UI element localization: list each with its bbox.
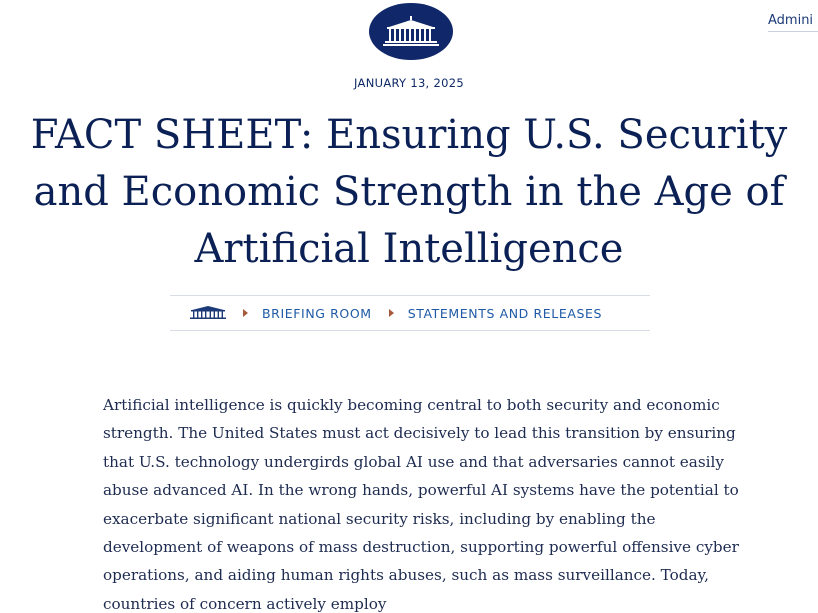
article-paragraph: Artificial intelligence is quickly becoming central to both security and economic strength. The United States must act decisively to lead this transition by ensuring that U.S. technology undergirds global AI use and that adversaries cannot easily abuse advanced AI. In the wrong hands, powerful AI systems have the potential to exacerbate significant national security risks, including by enabling the development of weapons of mass destruction, supporting powerful offensive cyber operations, and aiding human rights abuses, such as mass surveillance. Today, countries of concern actively employ: [103, 396, 739, 613]
breadcrumb-separator-icon: [243, 309, 248, 317]
breadcrumb: [170, 295, 650, 331]
white-house-seal-icon[interactable]: [369, 3, 453, 60]
white-house-icon[interactable]: [190, 305, 226, 321]
page-title: FACT SHEET: Ensuring U.S. Security and Economic Strength in the Age of Artificial Intelligence: [30, 112, 788, 272]
breadcrumb-statements-and-releases[interactable]: STATEMENTS AND RELEASES: [407, 305, 603, 321]
breadcrumb-briefing-room[interactable]: BRIEFING ROOM: [262, 305, 372, 321]
administration-nav-link[interactable]: Admini: [768, 13, 818, 32]
breadcrumb-separator-icon: [389, 309, 394, 317]
publish-date: JANUARY 13, 2025: [354, 76, 464, 90]
